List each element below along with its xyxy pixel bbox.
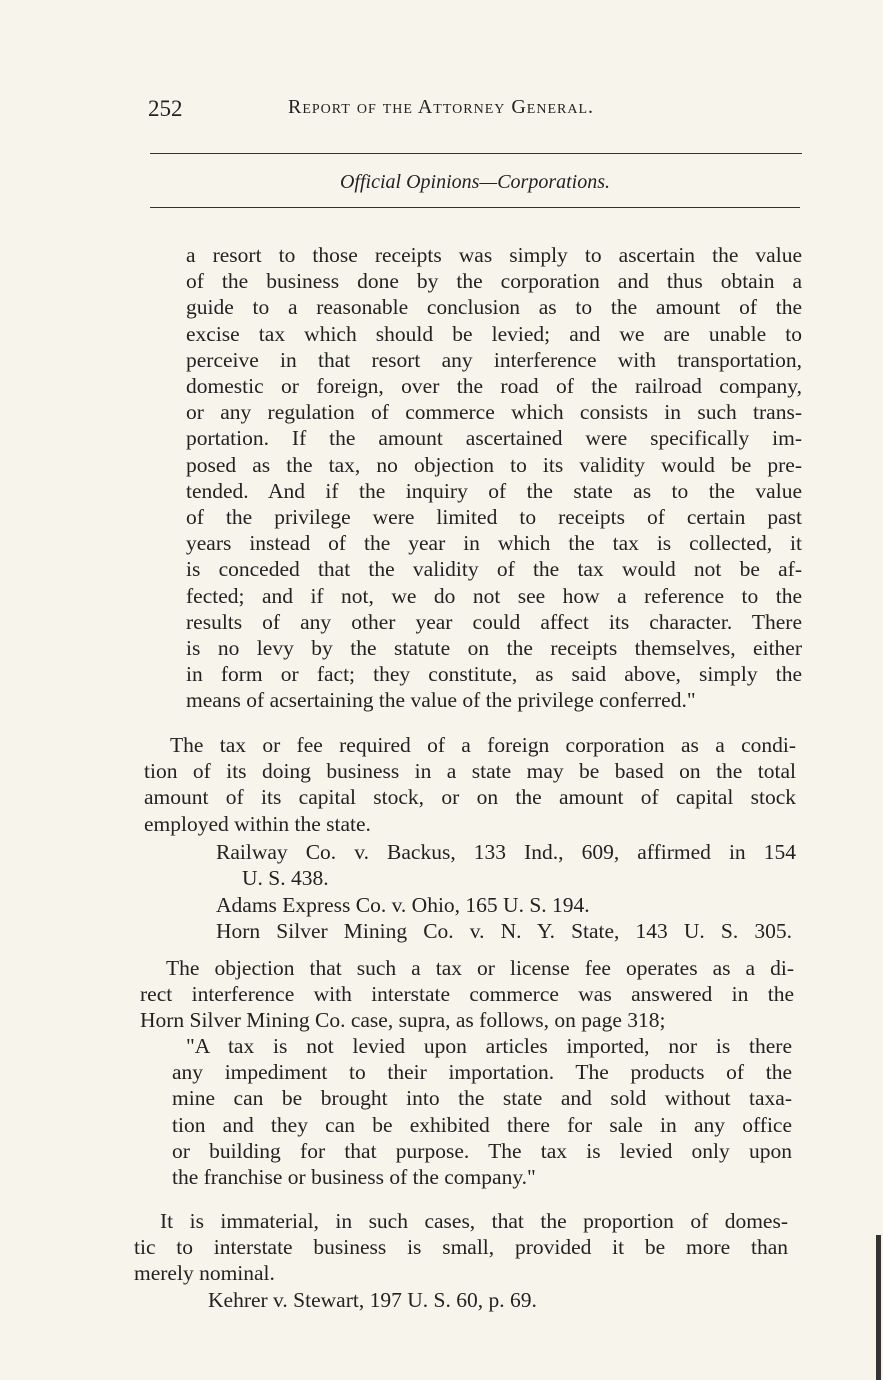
quote-line: guide to a reasonable conclusion as to the amount of the: [186, 295, 802, 320]
quote-line: of the business done by the corporation and thus obtain a: [186, 269, 802, 294]
quote-line: a resort to those receipts was simply to ascertain the value: [186, 243, 802, 267]
quote-line: in form or fact; they constitute, as said above, simply the: [186, 662, 802, 687]
quote-line: domestic or foreign, over the road of the railroad company,: [186, 374, 802, 399]
citation-railway-backus: [216, 839, 796, 891]
running-head: [148, 96, 808, 126]
quotation-block-1: [186, 242, 802, 714]
quote-line: mine can be brought into the state and sold without taxa-: [172, 1086, 792, 1111]
quote-line: tended. And if the inquiry of the state as to the value: [186, 478, 802, 503]
quote-line: portation. If the amount ascertained were specifically im-: [186, 426, 802, 451]
quote-line: of the privilege were limited to receipts of certain past: [186, 505, 802, 530]
paragraph-2: [140, 955, 794, 1034]
quote-line: the franchise or business of the company.": [172, 1165, 536, 1190]
quote-line: perceive in that resort any interference with transportation,: [186, 347, 802, 372]
paragraph-line: The tax or fee required of a foreign corporation as a condi-: [170, 733, 796, 757]
paragraph-line: It is immaterial, in such cases, that the proportion of domes-: [160, 1209, 788, 1233]
paragraph-line: The objection that such a tax or license fee operates as a di-: [166, 956, 794, 980]
quote-line: tion and they can be exhibited there for sale in any office: [172, 1112, 792, 1137]
paragraph-1: [144, 732, 796, 837]
binding-edge-shadow: [876, 1235, 881, 1380]
quote-line: any impediment to their importation. The products of the: [172, 1060, 792, 1085]
quote-line: years instead of the year in which the tax is collected, it: [186, 531, 802, 556]
quote-line: fected; and if not, we do not see how a reference to the: [186, 583, 802, 608]
paragraph-line: employed within the state.: [144, 811, 371, 836]
paragraph-line: tion of its doing business in a state may be based on the total: [144, 759, 796, 784]
quote-line: or any regulation of commerce which consists in such trans-: [186, 400, 802, 425]
quotation-block-2: [172, 1033, 792, 1190]
header-rule-bottom: [150, 207, 800, 208]
citation-kehrer-stewart: Kehrer v. Stewart, 197 U. S. 60, p. 69.: [208, 1288, 537, 1312]
paragraph-line: rect interference with interstate commerce was answered in the: [140, 982, 794, 1007]
quote-line: excise tax which should be levied; and we are unable to: [186, 321, 802, 346]
citation-line: Railway Co. v. Backus, 133 Ind., 609, affirmed in 154: [216, 840, 796, 864]
quote-line: means of acsertaining the value of the privilege conferred.": [186, 688, 696, 713]
paragraph-3: [134, 1208, 788, 1287]
paragraph-line: Horn Silver Mining Co. case, supra, as follows, on page 318;: [140, 1008, 666, 1033]
citation-horn-silver: Horn Silver Mining Co. v. N. Y. State, 143 U. S. 305.: [216, 919, 792, 943]
header-rule-top: [150, 153, 802, 154]
quote-line: is conceded that the validity of the tax would not be af-: [186, 557, 802, 582]
quote-line: or building for that purpose. The tax is levied only upon: [172, 1138, 792, 1163]
paragraph-line: merely nominal.: [134, 1261, 275, 1286]
citation-adams-express: Adams Express Co. v. Ohio, 165 U. S. 194.: [216, 893, 590, 917]
quote-line: posed as the tax, no objection to its validity would be pre-: [186, 452, 802, 477]
quote-line: is no levy by the statute on the receipts themselves, either: [186, 636, 802, 661]
running-head-title: Report of the Attorney General.: [288, 96, 595, 118]
quote-line: "A tax is not levied upon articles imported, nor is there: [186, 1034, 792, 1058]
section-heading: Official Opinions—Corporations.: [339, 171, 611, 193]
paragraph-line: amount of its capital stock, or on the amount of capital stock: [144, 785, 796, 810]
citation-line: U. S. 438.: [242, 866, 329, 890]
paragraph-line: tic to interstate business is small, provided it be more than: [134, 1235, 788, 1260]
quote-line: results of any other year could affect its character. There: [186, 609, 802, 634]
page-number: 252: [148, 96, 183, 121]
